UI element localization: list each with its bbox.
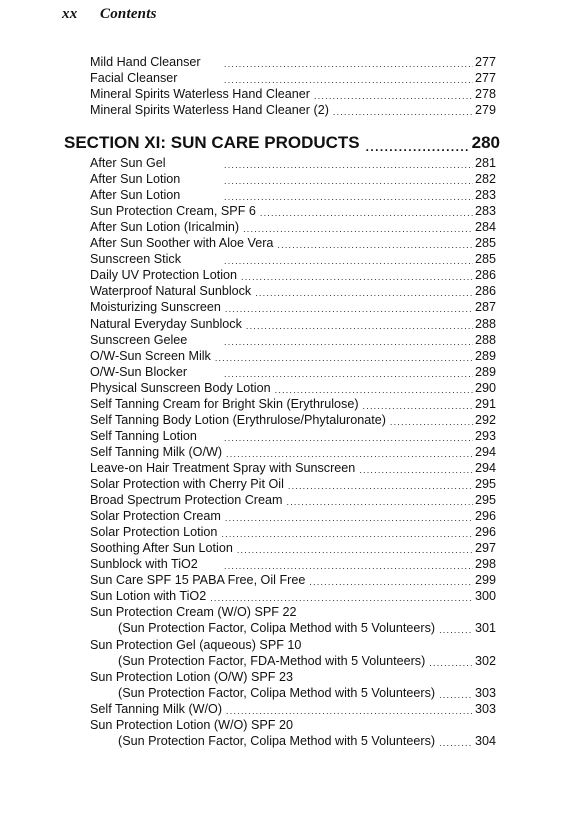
entry-title: Solar Protection with Cherry Pit Oil bbox=[90, 477, 284, 491]
entry-page-number: 279 bbox=[474, 103, 496, 118]
dot-leader bbox=[390, 416, 473, 428]
toc-entry bbox=[90, 604, 496, 620]
entry-title: After Sun Gel bbox=[90, 156, 166, 170]
entry-title: Sunscreen Stick bbox=[90, 252, 181, 267]
entry-page-number: 284 bbox=[474, 220, 496, 235]
dot-leader bbox=[314, 90, 473, 102]
toc-entry bbox=[90, 171, 496, 187]
entry-page-number: 288 bbox=[474, 316, 496, 331]
dot-leader bbox=[237, 544, 473, 556]
toc-entry-subline bbox=[118, 685, 496, 701]
entry-title: Sun Lotion with TiO2 bbox=[90, 589, 207, 604]
toc-entry-subline bbox=[118, 733, 496, 749]
dot-leader bbox=[241, 271, 473, 283]
toc-entry bbox=[90, 155, 496, 171]
entry-title: O/W-Sun Blocker bbox=[90, 364, 188, 379]
toc-entry bbox=[90, 701, 496, 717]
entry-title: Moisturizing Sunscreen bbox=[90, 300, 221, 315]
running-head bbox=[62, 6, 157, 23]
entry-title: Facial Cleanser bbox=[90, 71, 178, 86]
toc-entry bbox=[90, 203, 496, 219]
entry-title: Mineral Spirits Waterless Hand Cleaner (2) bbox=[90, 103, 329, 118]
entry-page-number: 278 bbox=[474, 87, 496, 102]
entry-page-number: 286 bbox=[474, 284, 496, 299]
dot-leader bbox=[224, 58, 473, 70]
toc-entry bbox=[90, 187, 496, 203]
dot-leader bbox=[215, 352, 473, 364]
entry-page-number: 283 bbox=[474, 188, 496, 203]
toc-entry bbox=[90, 235, 496, 251]
entry-title: Physical Sunscreen Body Lotion bbox=[90, 380, 271, 395]
toc-entry bbox=[90, 283, 496, 299]
entry-page-number: 294 bbox=[474, 460, 496, 475]
dot-leader bbox=[359, 464, 473, 476]
dot-leader bbox=[243, 223, 473, 235]
entry-page-number: 291 bbox=[474, 396, 496, 411]
entry-title: Solar Protection Lotion bbox=[90, 525, 218, 540]
entry-title: Sun Protection Gel (aqueous) SPF 10 bbox=[90, 637, 302, 652]
dot-leader bbox=[439, 689, 473, 701]
entry-page-number: 287 bbox=[474, 300, 496, 315]
dot-leader bbox=[246, 320, 473, 332]
entry-page-number: 281 bbox=[474, 156, 496, 170]
entry-title: Solar Protection Cream bbox=[90, 509, 221, 524]
toc-entry bbox=[90, 588, 496, 604]
entry-page-number: 289 bbox=[474, 364, 496, 379]
dot-leader bbox=[363, 400, 473, 412]
dot-leader bbox=[226, 705, 473, 717]
entry-page-number: 277 bbox=[474, 71, 496, 86]
dot-leader bbox=[429, 657, 473, 669]
dot-leader bbox=[224, 159, 473, 171]
toc-entry bbox=[90, 428, 496, 444]
dot-leader bbox=[309, 576, 473, 588]
entry-title: Self Tanning Lotion bbox=[90, 428, 197, 443]
entry-title: Leave-on Hair Treatment Spray with Sunscreen bbox=[90, 460, 356, 475]
dot-leader bbox=[224, 560, 473, 572]
entry-page-number: 292 bbox=[474, 412, 496, 427]
toc-entry bbox=[90, 54, 496, 70]
dot-leader bbox=[277, 239, 473, 251]
page-label: xx bbox=[62, 6, 78, 22]
dot-leader bbox=[439, 624, 473, 636]
entry-page-number: 298 bbox=[474, 557, 496, 572]
entry-title: Mild Hand Cleanser bbox=[90, 55, 201, 69]
toc-entry bbox=[90, 102, 496, 118]
entry-page-number: 285 bbox=[474, 236, 496, 251]
dot-leader bbox=[225, 512, 473, 524]
toc-entry bbox=[90, 669, 496, 685]
toc-entry bbox=[90, 508, 496, 524]
dot-leader bbox=[224, 336, 473, 348]
toc-entry-subline bbox=[118, 653, 496, 669]
toc-entry bbox=[90, 444, 496, 460]
toc-entry bbox=[90, 348, 496, 364]
entry-page-number: 300 bbox=[474, 589, 496, 604]
entry-title: Sun Protection Cream, SPF 6 bbox=[90, 204, 256, 219]
toc-entry bbox=[90, 86, 496, 102]
entry-title: Sun Care SPF 15 PABA Free, Oil Free bbox=[90, 573, 306, 588]
running-title: Contents bbox=[100, 6, 157, 22]
dot-leader bbox=[255, 287, 473, 299]
entry-page-number: 277 bbox=[474, 55, 496, 69]
toc-entry-subline bbox=[118, 620, 496, 636]
entry-title: (Sun Protection Factor, Colipa Method with 5 Volunteers) bbox=[118, 621, 436, 636]
toc-entry bbox=[90, 299, 496, 315]
dot-leader bbox=[333, 106, 473, 118]
toc-entry bbox=[90, 412, 496, 428]
entry-page-number: 303 bbox=[474, 701, 496, 716]
dot-leader bbox=[224, 368, 473, 380]
entry-page-number: 295 bbox=[474, 493, 496, 508]
entry-title: Daily UV Protection Lotion bbox=[90, 268, 237, 283]
entry-page-number: 299 bbox=[474, 573, 496, 588]
entry-title: After Sun Lotion bbox=[90, 172, 181, 187]
section-page-number: 280 bbox=[471, 133, 500, 152]
entry-title: Broad Spectrum Protection Cream bbox=[90, 493, 283, 508]
entry-title: After Sun Lotion bbox=[90, 188, 181, 203]
entry-title: (Sun Protection Factor, FDA-Method with 5 Volunteers) bbox=[118, 653, 426, 668]
toc-entry bbox=[90, 540, 496, 556]
dot-leader bbox=[288, 480, 473, 492]
entry-page-number: 301 bbox=[474, 621, 496, 636]
entry-title: Self Tanning Milk (O/W) bbox=[90, 444, 223, 459]
entry-page-number: 289 bbox=[474, 348, 496, 363]
entry-page-number: 296 bbox=[474, 509, 496, 524]
entry-page-number: 285 bbox=[474, 252, 496, 267]
toc-entry bbox=[90, 332, 496, 348]
entry-page-number: 286 bbox=[474, 268, 496, 283]
entry-title: Self Tanning Body Lotion (Erythrulose/Phytaluronate) bbox=[90, 412, 386, 427]
toc-entry bbox=[90, 219, 496, 235]
dot-leader bbox=[226, 448, 473, 460]
entry-page-number: 303 bbox=[474, 685, 496, 700]
dot-leader bbox=[225, 303, 473, 315]
entry-title: After Sun Lotion (Iricalmin) bbox=[90, 220, 240, 235]
toc-entry bbox=[90, 637, 496, 653]
entry-page-number: 283 bbox=[474, 204, 496, 219]
dot-leader bbox=[224, 255, 473, 267]
dot-leader bbox=[224, 432, 473, 444]
entry-title: After Sun Soother with Aloe Vera bbox=[90, 236, 274, 251]
entry-title: Sunblock with TiO2 bbox=[90, 557, 198, 572]
entry-title: Natural Everyday Sunblock bbox=[90, 316, 242, 331]
entry-page-number: 296 bbox=[474, 525, 496, 540]
dot-leader bbox=[260, 207, 473, 219]
toc-entry bbox=[90, 460, 496, 476]
dot-leader bbox=[366, 140, 470, 154]
entry-title: Self Tanning Cream for Bright Skin (Erythrulose) bbox=[90, 396, 359, 411]
entry-page-number: 293 bbox=[474, 428, 496, 443]
dot-leader bbox=[224, 175, 473, 187]
entry-page-number: 294 bbox=[474, 444, 496, 459]
toc-entry bbox=[90, 572, 496, 588]
toc-entry bbox=[90, 380, 496, 396]
toc-entry bbox=[90, 267, 496, 283]
section-heading bbox=[64, 132, 500, 154]
entry-page-number: 282 bbox=[474, 172, 496, 187]
entry-page-number: 297 bbox=[474, 541, 496, 556]
entry-title: Sun Protection Lotion (W/O) SPF 20 bbox=[90, 717, 293, 732]
toc-entry bbox=[90, 396, 496, 412]
entry-title: Waterproof Natural Sunblock bbox=[90, 284, 252, 299]
toc-entry bbox=[90, 524, 496, 540]
entry-title: (Sun Protection Factor, Colipa Method with 5 Volunteers) bbox=[118, 685, 436, 700]
entry-page-number: 302 bbox=[474, 653, 496, 668]
dot-leader bbox=[275, 384, 473, 396]
toc-entry bbox=[90, 251, 496, 267]
dot-leader bbox=[287, 496, 473, 508]
dot-leader bbox=[221, 528, 473, 540]
entry-title: Sun Protection Lotion (O/W) SPF 23 bbox=[90, 669, 293, 684]
dot-leader bbox=[210, 592, 473, 604]
toc-entry bbox=[90, 492, 496, 508]
entry-page-number: 295 bbox=[474, 477, 496, 491]
toc-entry bbox=[90, 364, 496, 380]
entry-title: Soothing After Sun Lotion bbox=[90, 541, 233, 556]
toc-entry bbox=[90, 316, 496, 332]
entry-title: (Sun Protection Factor, Colipa Method with 5 Volunteers) bbox=[118, 733, 436, 748]
toc-entry bbox=[90, 717, 496, 733]
entry-title: Sunscreen Gelee bbox=[90, 332, 188, 347]
dot-leader bbox=[224, 191, 473, 203]
entry-title: Sun Protection Cream (W/O) SPF 22 bbox=[90, 605, 297, 620]
dot-leader bbox=[439, 737, 473, 749]
entry-title: Self Tanning Milk (W/O) bbox=[90, 701, 223, 716]
toc-entry bbox=[90, 476, 496, 492]
toc-entry bbox=[90, 70, 496, 86]
section-title: SECTION XI: SUN CARE PRODUCTS bbox=[64, 133, 360, 152]
entry-page-number: 304 bbox=[474, 733, 496, 748]
dot-leader bbox=[224, 74, 473, 86]
entry-page-number: 290 bbox=[474, 380, 496, 395]
toc-entry bbox=[90, 556, 496, 572]
entry-page-number: 288 bbox=[474, 332, 496, 347]
entry-title: Mineral Spirits Waterless Hand Cleaner bbox=[90, 87, 311, 102]
entry-title: O/W-Sun Screen Milk bbox=[90, 348, 211, 363]
